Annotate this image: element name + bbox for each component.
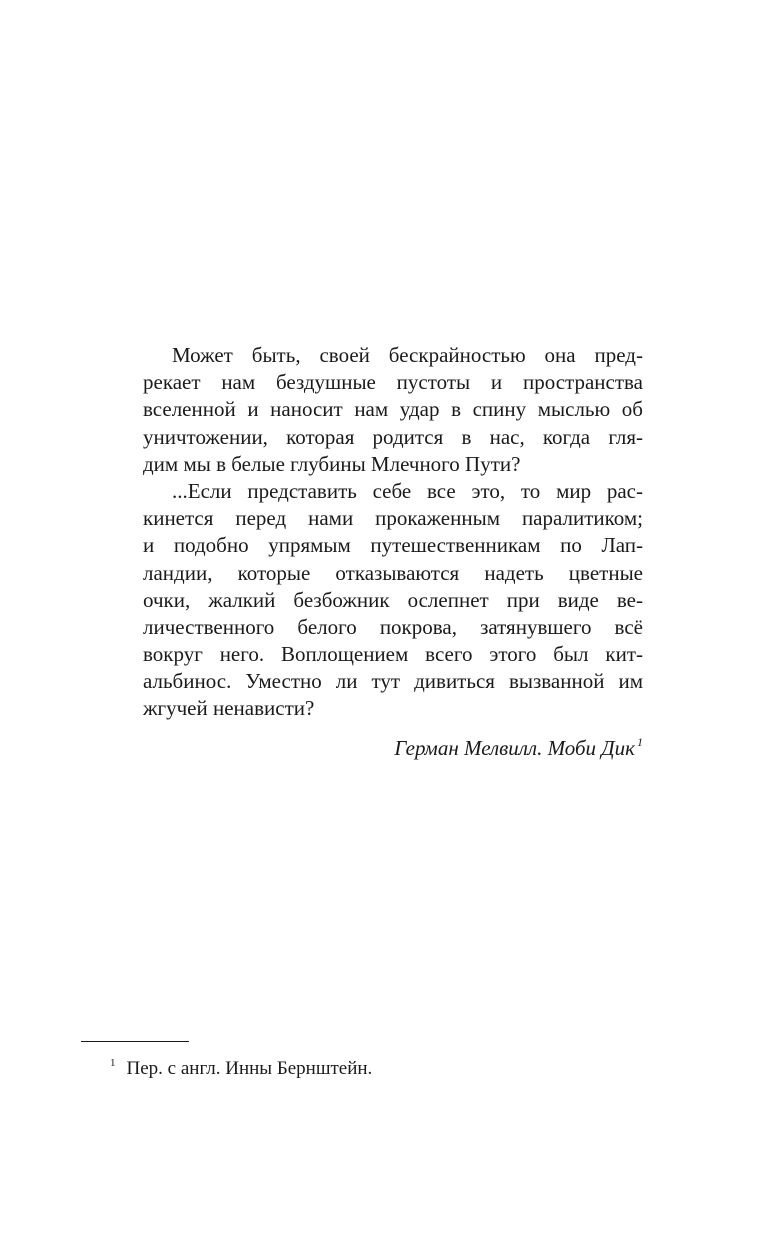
footnote-text: Пер. с англ. Инны Бернштейн. xyxy=(126,1058,373,1079)
footnote xyxy=(110,1050,372,1082)
text-line: жгучей ненависти? xyxy=(143,696,315,721)
footnote-divider xyxy=(81,1041,189,1042)
attribution-text: Герман Мелвилл. Моби Дик xyxy=(394,735,635,760)
text-line: кинется перед нами прокаженным паралитиком; xyxy=(143,506,643,531)
text-line: Может быть, своей бескрайностью она пред- xyxy=(172,343,643,367)
text-line: дим мы в белые глубины Млечного Пути? xyxy=(143,451,521,476)
epigraph xyxy=(143,342,643,762)
epigraph-paragraph-1 xyxy=(143,342,643,478)
text-line: уничтожении, которая родится в нас, когда гля- xyxy=(143,424,643,449)
text-line: личественного белого покрова, затянувшего всё xyxy=(143,614,643,639)
text-line: и подобно упрямым путешественникам по Лап- xyxy=(143,533,643,558)
text-line: альбинос. Уместно ли тут дивиться вызванной им xyxy=(143,669,643,694)
text-line: рекает нам бездушные пустоты и пространства xyxy=(143,370,643,395)
footnote-mark: 1 xyxy=(110,1057,116,1069)
text-line: вокруг него. Воплощением всего этого был кит- xyxy=(143,642,643,667)
footnote-reference[interactable]: 1 xyxy=(637,734,643,749)
text-line: ландии, которые отказываются надеть цветные xyxy=(143,560,643,585)
text-line: ...Если представить себе все это, то мир рас- xyxy=(172,478,643,503)
epigraph-attribution xyxy=(143,729,643,762)
epigraph-paragraph-2 xyxy=(143,478,643,723)
text-line: вселенной и наносит нам удар в спину мыслью об xyxy=(143,397,643,422)
text-line: очки, жалкий безбожник ослепнет при виде ве- xyxy=(143,587,643,612)
